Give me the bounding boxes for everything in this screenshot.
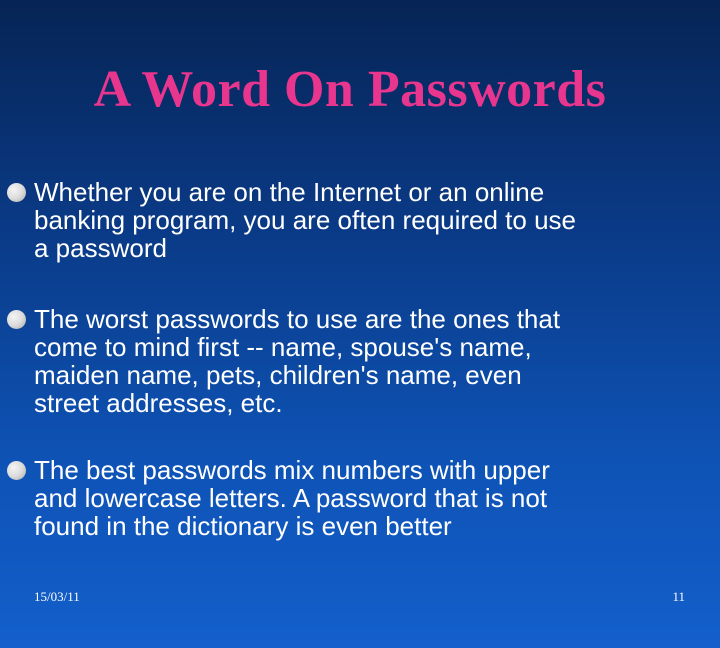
bullet-dot-icon: [7, 310, 26, 329]
footer-date: 15/03/11: [34, 589, 80, 604]
bullet-text: The worst passwords to use are the ones that come to mind first -- name, spouse's name, maiden name, pets, children's name, even street addresses, etc.: [34, 304, 561, 418]
bullet-dot-icon: [7, 183, 26, 202]
footer-page-number: 11: [672, 589, 685, 604]
bullet-text: Whether you are on the Internet or an online banking program, you are often required to use a password: [34, 177, 577, 263]
bullet-dot-icon: [7, 461, 26, 480]
bullet-text: The best passwords mix numbers with upper and lowercase letters. A password that is not found in the dictionary is even better: [34, 455, 550, 541]
slide-title: A Word On Passwords: [93, 61, 607, 118]
